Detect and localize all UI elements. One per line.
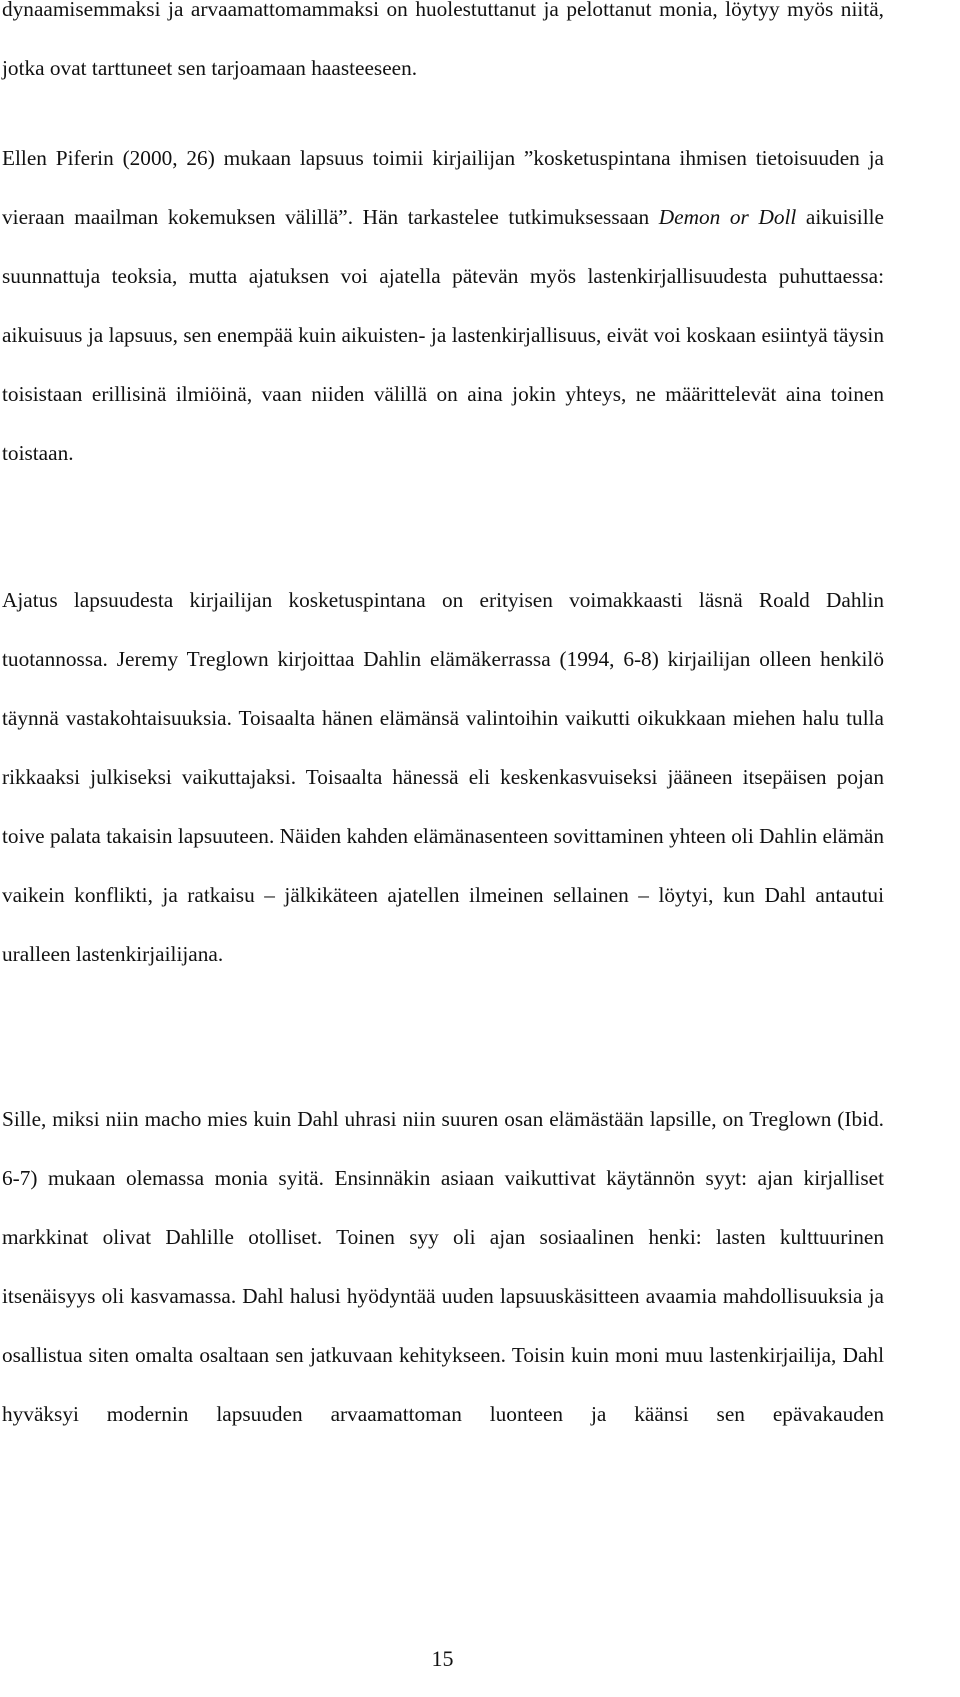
page-number: 15 [431,1646,454,1671]
paragraph-2-text-start: Ellen Piferin (2000, 26) mukaan lapsuus toimii kirjailijan ”kosketuspintana ihmisen tietoisuuden ja vieraan maailman kokemuksen välillä”. Hän tarkastelee tutkimuksessaan [2,146,884,229]
paragraph-1: dynaamisemmaksi ja arvaamattomammaksi on huolestuttanut ja pelottanut monia, löytyy myös niitä, jotka ovat tarttuneet sen tarjoamaan haasteeseen. [2,0,884,80]
paragraph-4: Sille, miksi niin macho mies kuin Dahl uhrasi niin suuren osan elämästään lapsille, on Treglown (Ibid. 6-7) mukaan olemassa monia syitä. Ensinnäkin asiaan vaikuttivat käytännön syyt: ajan kirjalliset markkinat olivat Dahlille otolliset. Toinen syy oli ajan sosiaalinen henki: lasten kulttuurinen itsenäisyys oli kasvamassa. Dahl halusi hyödyntää uuden lapsuuskäsitteen avaamia mahdollisuuksia ja osallistua siten omalta osaltaan sen jatkuvaan kehitykseen. Toisin kuin moni muu lastenkirjailija, Dahl hyväksyi modernin lapsuuden arvaamattoman luonteen ja käänsi sen epävakauden [2,1107,884,1426]
paragraph-2-text-end: aikuisille suunnattuja teoksia, mutta ajatuksen voi ajatella pätevän myös lastenkirjallisuudesta puhuttaessa: aikuisuus ja lapsuus, sen enempää kuin aikuisten- ja lastenkirjallisuus, eivät voi koskaan esiintyä täysin toisistaan erillisinä ilmiöinä, vaan niiden välillä on aina jokin yhteys, ne määrittelevät aina toinen toistaan. [2,205,884,465]
book-title-demon-or-doll: Demon or Doll [658,205,797,229]
paragraph-2 [2,129,884,483]
paragraph-3: Ajatus lapsuudesta kirjailijan kosketuspintana on erityisen voimakkaasti läsnä Roald Dahlin tuotannossa. Jeremy Treglown kirjoittaa Dahlin elämäkerrassa (1994, 6-8) kirjailijan olleen henkilö täynnä vastakohtaisuuksia. Toisaalta hänen elämänsä valintoihin vaikutti oikukkaan miehen halu tulla rikkaaksi julkiseksi vaikuttajaksi. Toisaalta hänessä eli keskenkasvuiseksi jääneen itsepäisen pojan toive palata takaisin lapsuuteen. Näiden kahden elämänasenteen sovittaminen yhteen oli Dahlin elämän vaikein konflikti, ja ratkaisu – jälkikäteen ajatellen ilmeinen sellainen – löytyi, kun Dahl antautui uralleen lastenkirjailijana. [2,588,884,966]
